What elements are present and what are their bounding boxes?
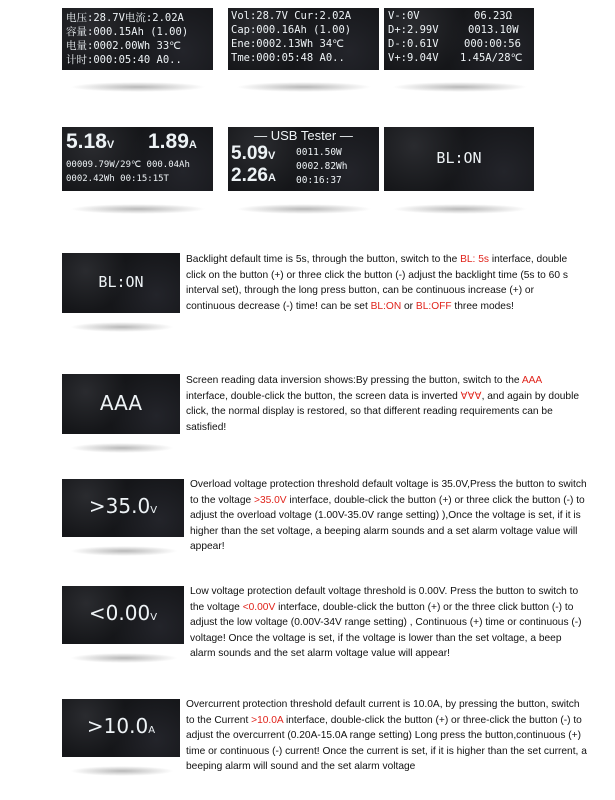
lcd-line: V-:0V: [388, 10, 420, 22]
lcd-text: <0.00V: [88, 601, 158, 625]
current-reading: 2.26A: [231, 165, 276, 186]
undervoltage-description: Low voltage protection default voltage threshold is 0.00V. Press the button to switch to the voltage <0.00V interface, double-click the button (+) or the three click button (-) to adjust the low voltage (0.00V-34V range setting) , Continuous (+) time or continuous (-) voltage! Once the voltage is set, if the voltage is lower than the set voltage, a beep alarm sounds and the set alarm voltage value will appear!: [190, 586, 582, 660]
lcd-line: D-:0.61V: [388, 38, 439, 50]
lcd-screen-overcurrent: [62, 699, 180, 757]
lcd-line: 00:16:37: [296, 175, 342, 186]
screen-shadow: [70, 322, 174, 332]
lcd-line: V+:9.04V: [388, 52, 439, 64]
lcd-screen-inversion: [62, 374, 180, 434]
screen-shadow: [70, 443, 174, 453]
lcd-screen-overvoltage: [62, 479, 184, 537]
screen-shadow: [70, 204, 206, 214]
lcd-line: Cap:000.16Ah (1.00): [231, 24, 352, 36]
lcd-text: >10.0A: [86, 714, 156, 738]
screen-shadow: [70, 653, 178, 663]
inversion-description: Screen reading data inversion shows:By pressing the button, switch to the AAA interface, double-click the button, the screen data is inverted ∀∀∀, and again by double click, the normal display is restored, so that different reading requirements can be satisfied!: [186, 375, 580, 433]
voltage-reading: 5.18V: [66, 130, 115, 153]
lcd-line: 0002.42Wh 00:15:15T: [66, 174, 169, 184]
lcd-line: Tme:000:05:48 A0..: [231, 52, 345, 64]
lcd-line: 06.23Ω: [474, 10, 512, 22]
lcd-text: >35.0V: [88, 494, 158, 518]
lcd-line: 电压:28.7V电流:2.02A: [66, 12, 184, 24]
lcd-line: Ene:0002.13Wh 34℃: [231, 38, 344, 50]
lcd-text: AAA: [99, 391, 143, 415]
screen-shadow: [70, 766, 174, 776]
overcurrent-description: Overcurrent protection threshold default current is 10.0A, by pressing the button, switch to the Current >10.0A interface, double-click the button (+) or three-click the button (-) to adjust the overcurrent (0.20A-15.0A range setting) Long press the button,continuous (+) time or continuous (-) current! Once the current is set, if it is higher than the set current, a beeping alarm will sound and the set alarm voltage: [186, 699, 587, 773]
lcd-line: 电量:0002.00Wh 33℃: [66, 40, 181, 52]
lcd-screen-chinese: [62, 8, 213, 70]
usb-tester-title: — USB Tester —: [254, 128, 353, 143]
lcd-text: BL:ON: [98, 273, 144, 291]
backlight-description: Backlight default time is 5s, through the button, switch to the BL: 5s interface, double click on the button (+) or three click the button (-) adjust the backlight time (5s to 60 s interval set), through the long press button, can be continuous increase (+) or continuous decrease (-) time! can be set BL:ON or BL:OFF three modes!: [186, 254, 568, 312]
screen-shadow: [70, 546, 178, 556]
lcd-line: 000:00:56: [464, 38, 521, 50]
lcd-line: Vol:28.7V Cur:2.02A: [231, 10, 352, 22]
lcd-line: 1.45A/28℃: [460, 52, 523, 64]
screen-shadow: [236, 82, 372, 92]
lcd-line: D+:2.99V: [388, 24, 439, 36]
lcd-line: 0013.10W: [468, 24, 519, 36]
screen-shadow: [70, 82, 206, 92]
lcd-line: 00009.79W/29℃ 000.04Ah: [66, 160, 190, 170]
voltage-reading: 5.09V: [231, 143, 276, 164]
lcd-screen-usb-tester: [228, 127, 379, 191]
screen-shadow: [236, 204, 372, 214]
lcd-screen-backlight: [384, 127, 534, 191]
lcd-line: 计时:000:05:40 A0..: [66, 54, 182, 66]
lcd-screen-big-readout: [62, 127, 213, 191]
overvoltage-description: Overload voltage protection threshold default voltage is 35.0V,Press the button to switch to the voltage >35.0V interface, double-click the button (+) or three click the button (-) to adjust the overload voltage (1.00V-35.0V range setting) ),Once the voltage is set, if it is higher than the set voltage, a beeping alarm sounds and a set alarm voltage value will appear!: [190, 479, 587, 553]
lcd-line: 0011.50W: [296, 147, 342, 158]
lcd-line: 容量:000.15Ah (1.00): [66, 26, 189, 38]
lcd-text: BL:ON: [436, 149, 482, 167]
lcd-screen-undervoltage: [62, 586, 184, 644]
lcd-screen-backlight-setting: [62, 253, 180, 313]
lcd-line: 0002.82Wh: [296, 161, 348, 172]
screen-shadow: [392, 82, 528, 92]
current-reading: 1.89A: [148, 130, 197, 153]
lcd-screen-data-lines: [384, 8, 534, 70]
lcd-screen-english: [228, 8, 379, 70]
screen-shadow: [392, 204, 528, 214]
